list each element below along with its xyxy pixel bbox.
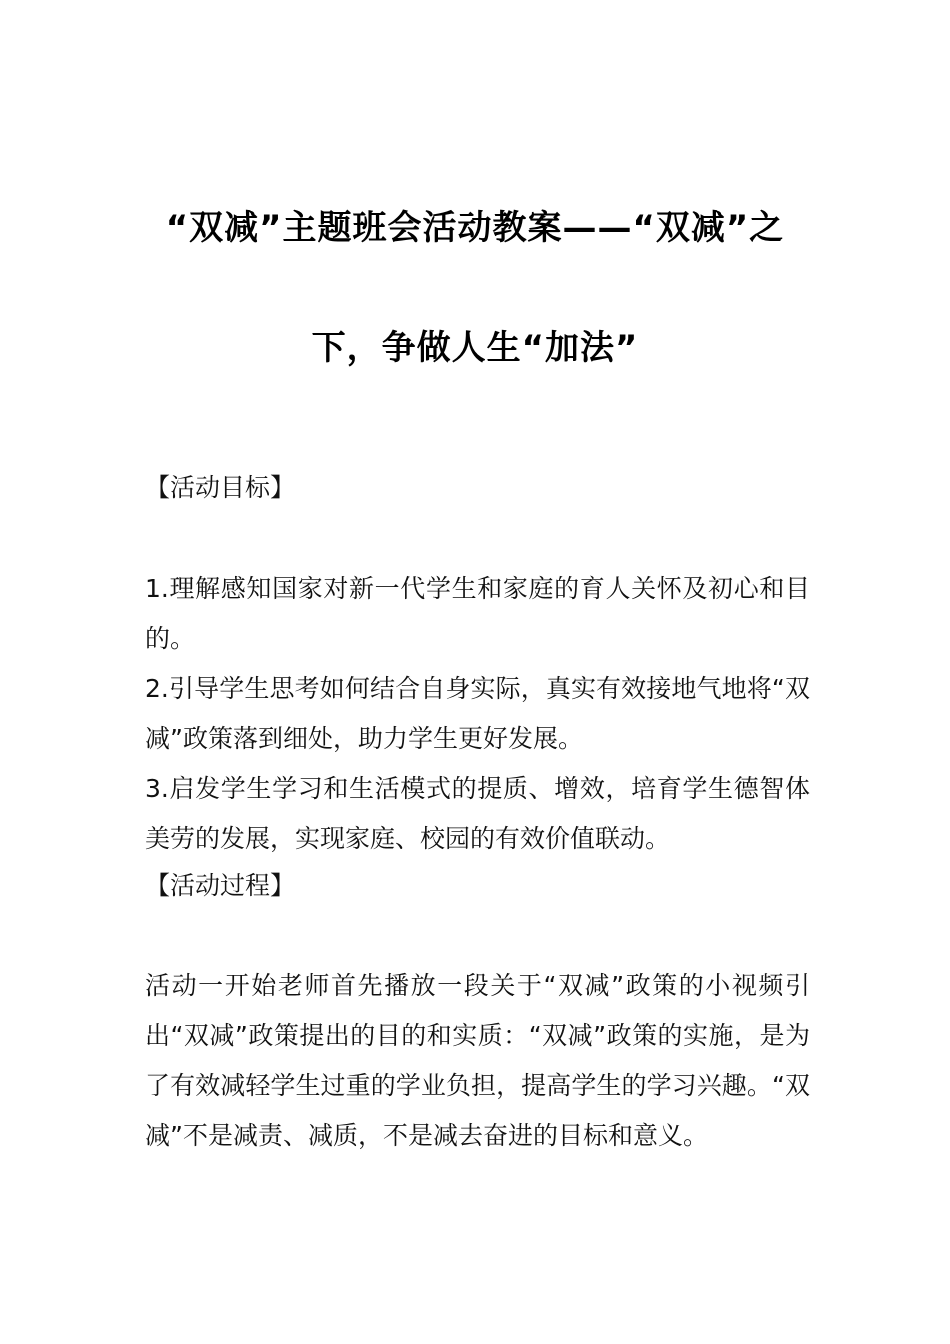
section-heading-goals: 【活动目标】 (145, 473, 296, 502)
goal-item-2: 2.引导学生思考如何结合自身实际，真实有效接地气地将“双减”政策落到细处，助力学生更好发展。 (145, 674, 810, 753)
goal-item-1: 1.理解感知国家对新一代学生和家庭的育人关怀及初心和目的。 (145, 574, 810, 653)
process-section (145, 961, 810, 1161)
goals-list (145, 564, 810, 864)
goal-item-3: 3.启发学生学习和生活模式的提质、增效，培育学生德智体美劳的发展，实现家庭、校园的有效价值联动。 (145, 774, 810, 853)
section-heading-process: 【活动过程】 (145, 871, 296, 900)
document-title-line-2: 下，争做人生“加法” (311, 328, 639, 368)
process-paragraph: 活动一开始老师首先播放一段关于“双减”政策的小视频引出“双减”政策提出的目的和实质：“双减”政策的实施，是为了有效减轻学生过重的学业负担，提高学生的学习兴趣。“双减”不是减责、减质，不是减去奋进的目标和意义。 (145, 971, 810, 1150)
document-title-line-1: “双减”主题班会活动教案——“双减”之 (165, 208, 785, 248)
